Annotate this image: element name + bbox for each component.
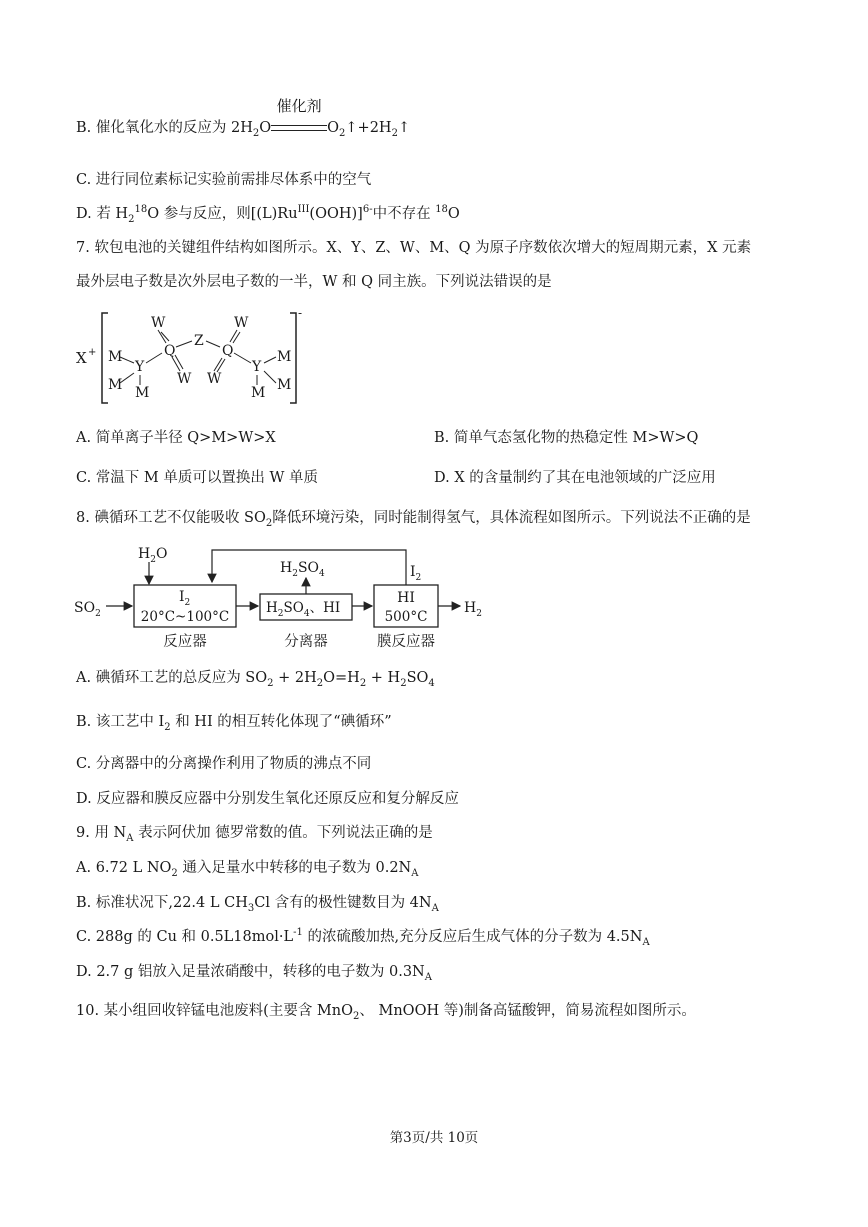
q6-option-d: D. 若 $H_2^{18}O$ 参与反应，则$[(L)Ru^{III}(OOH)]^{6-}$中不存在 $^{18}$O	[76, 204, 460, 225]
q9-option-d: D. 2.7 g 铝放入足量浓硝酸中，转移的电子数为 $0.3N_A$	[76, 964, 432, 983]
catalyst-equals: 催化剂	[271, 118, 327, 138]
q10-stem: 10. 某小组回收锌锰电池废料(主要含 MnO$_2$、 MnOOH 等)制备高锰酸钾，简易流程如图所示。	[76, 1003, 696, 1022]
atom-q: Q	[222, 343, 234, 359]
cation-x: X	[76, 349, 87, 367]
atom-m: M	[251, 385, 266, 401]
atom-w: W	[207, 371, 222, 387]
atom-y: Y	[135, 359, 145, 375]
atom-w: W	[234, 315, 249, 331]
q9-stem: 9. 用 $N_A$ 表示阿伏加 德罗常数的值。下列说法正确的是	[76, 825, 433, 844]
h2so4-output: $H_2SO_4$	[280, 560, 325, 579]
so2-label: $SO_2$	[74, 600, 101, 619]
anion-charge: -	[298, 306, 303, 320]
water-label: $H_2O$	[138, 546, 168, 565]
h2-output: $H_2$	[464, 600, 482, 619]
q7-stem-line1: 7. 软包电池的关键组件结构如图所示。X、Y、Z、W、M、Q 为原子序数依次增大的短周期元素，X 元素	[76, 240, 752, 256]
page-footer: 第3页/共 10页	[389, 1130, 479, 1146]
atom-y: Y	[252, 359, 262, 375]
separator-content: $H_2SO_4$、HI	[266, 600, 341, 619]
reactor-temp: 20°C~100°C	[140, 609, 230, 625]
atom-m: M	[277, 349, 292, 365]
membrane-label: 膜反应器	[377, 634, 435, 650]
q9-option-b: B. 标准状况下,22.4 L $CH_3Cl$ 含有的极性键数目为 $4N_A$	[76, 895, 439, 914]
q7-option-d: D. X 的含量制约了其在电池领域的广泛应用	[434, 470, 716, 486]
q8-stem: 8. 碘循环工艺不仅能吸收 $SO_2$降低环境污染，同时能制得氢气，具体流程如图所示。下列说法不正确的是	[76, 510, 751, 529]
reactor-i2: $I_2$	[179, 589, 191, 608]
atom-q: Q	[164, 343, 176, 359]
i2-loop-label: $I_2$	[410, 564, 422, 583]
atom-m: M	[108, 349, 123, 365]
q7-stem-line2: 最外层电子数是次外层电子数的一半，W 和 Q 同主族。下列说法错误的是	[76, 274, 552, 290]
membrane-hi: HI	[397, 590, 415, 606]
q6-option-b: B. 催化氧化水的反应为 $2H_2O$ 催化剂 $O_2↑+2H_2↑$	[76, 97, 411, 139]
reactor-label: 反应器	[163, 634, 207, 650]
cation-charge: +	[88, 347, 97, 358]
q8-option-c: C. 分离器中的分离操作利用了物质的沸点不同	[76, 756, 372, 772]
q7-anion-structure	[74, 305, 314, 410]
q8-option-d: D. 反应器和膜反应器中分别发生氧化还原反应和复分解反应	[76, 791, 459, 807]
q7-option-b: B. 简单气态氢化物的热稳定性 M>W>Q	[434, 430, 699, 446]
atom-m: M	[135, 385, 150, 401]
atom-w: W	[177, 371, 192, 387]
q8-flow-diagram	[74, 540, 514, 655]
q8-option-a: A. 碘循环工艺的总反应为 $SO_2 + 2H_2O=H_2 + H_2SO_4$	[76, 670, 435, 689]
q9-option-a: A. 6.72 L $NO_2$ 通入足量水中转移的电子数为 $0.2N_A$	[76, 860, 419, 879]
atom-z: Z	[194, 333, 204, 349]
q9-option-c: C. 288g 的 Cu 和 $0.5L18mol\cdot L^{-1}$ 的浓硫酸加热,充分反应后生成气体的分子数为 $4.5N_A$	[76, 927, 650, 948]
atom-m: M	[108, 377, 123, 393]
q7-option-c: C. 常温下 M 单质可以置换出 W 单质	[76, 470, 318, 486]
q6-option-c: C. 进行同位素标记实验前需排尽体系中的空气	[76, 172, 372, 188]
atom-w: W	[151, 315, 166, 331]
membrane-temp: 500°C	[384, 609, 428, 625]
q7-option-a: A. 简单离子半径 Q>M>W>X	[76, 430, 276, 446]
atom-m: M	[277, 377, 292, 393]
q8-option-b: B. 该工艺中 $I_2$ 和 HI 的相互转化体现了“碘循环”	[76, 714, 392, 733]
separator-label: 分离器	[284, 634, 328, 650]
